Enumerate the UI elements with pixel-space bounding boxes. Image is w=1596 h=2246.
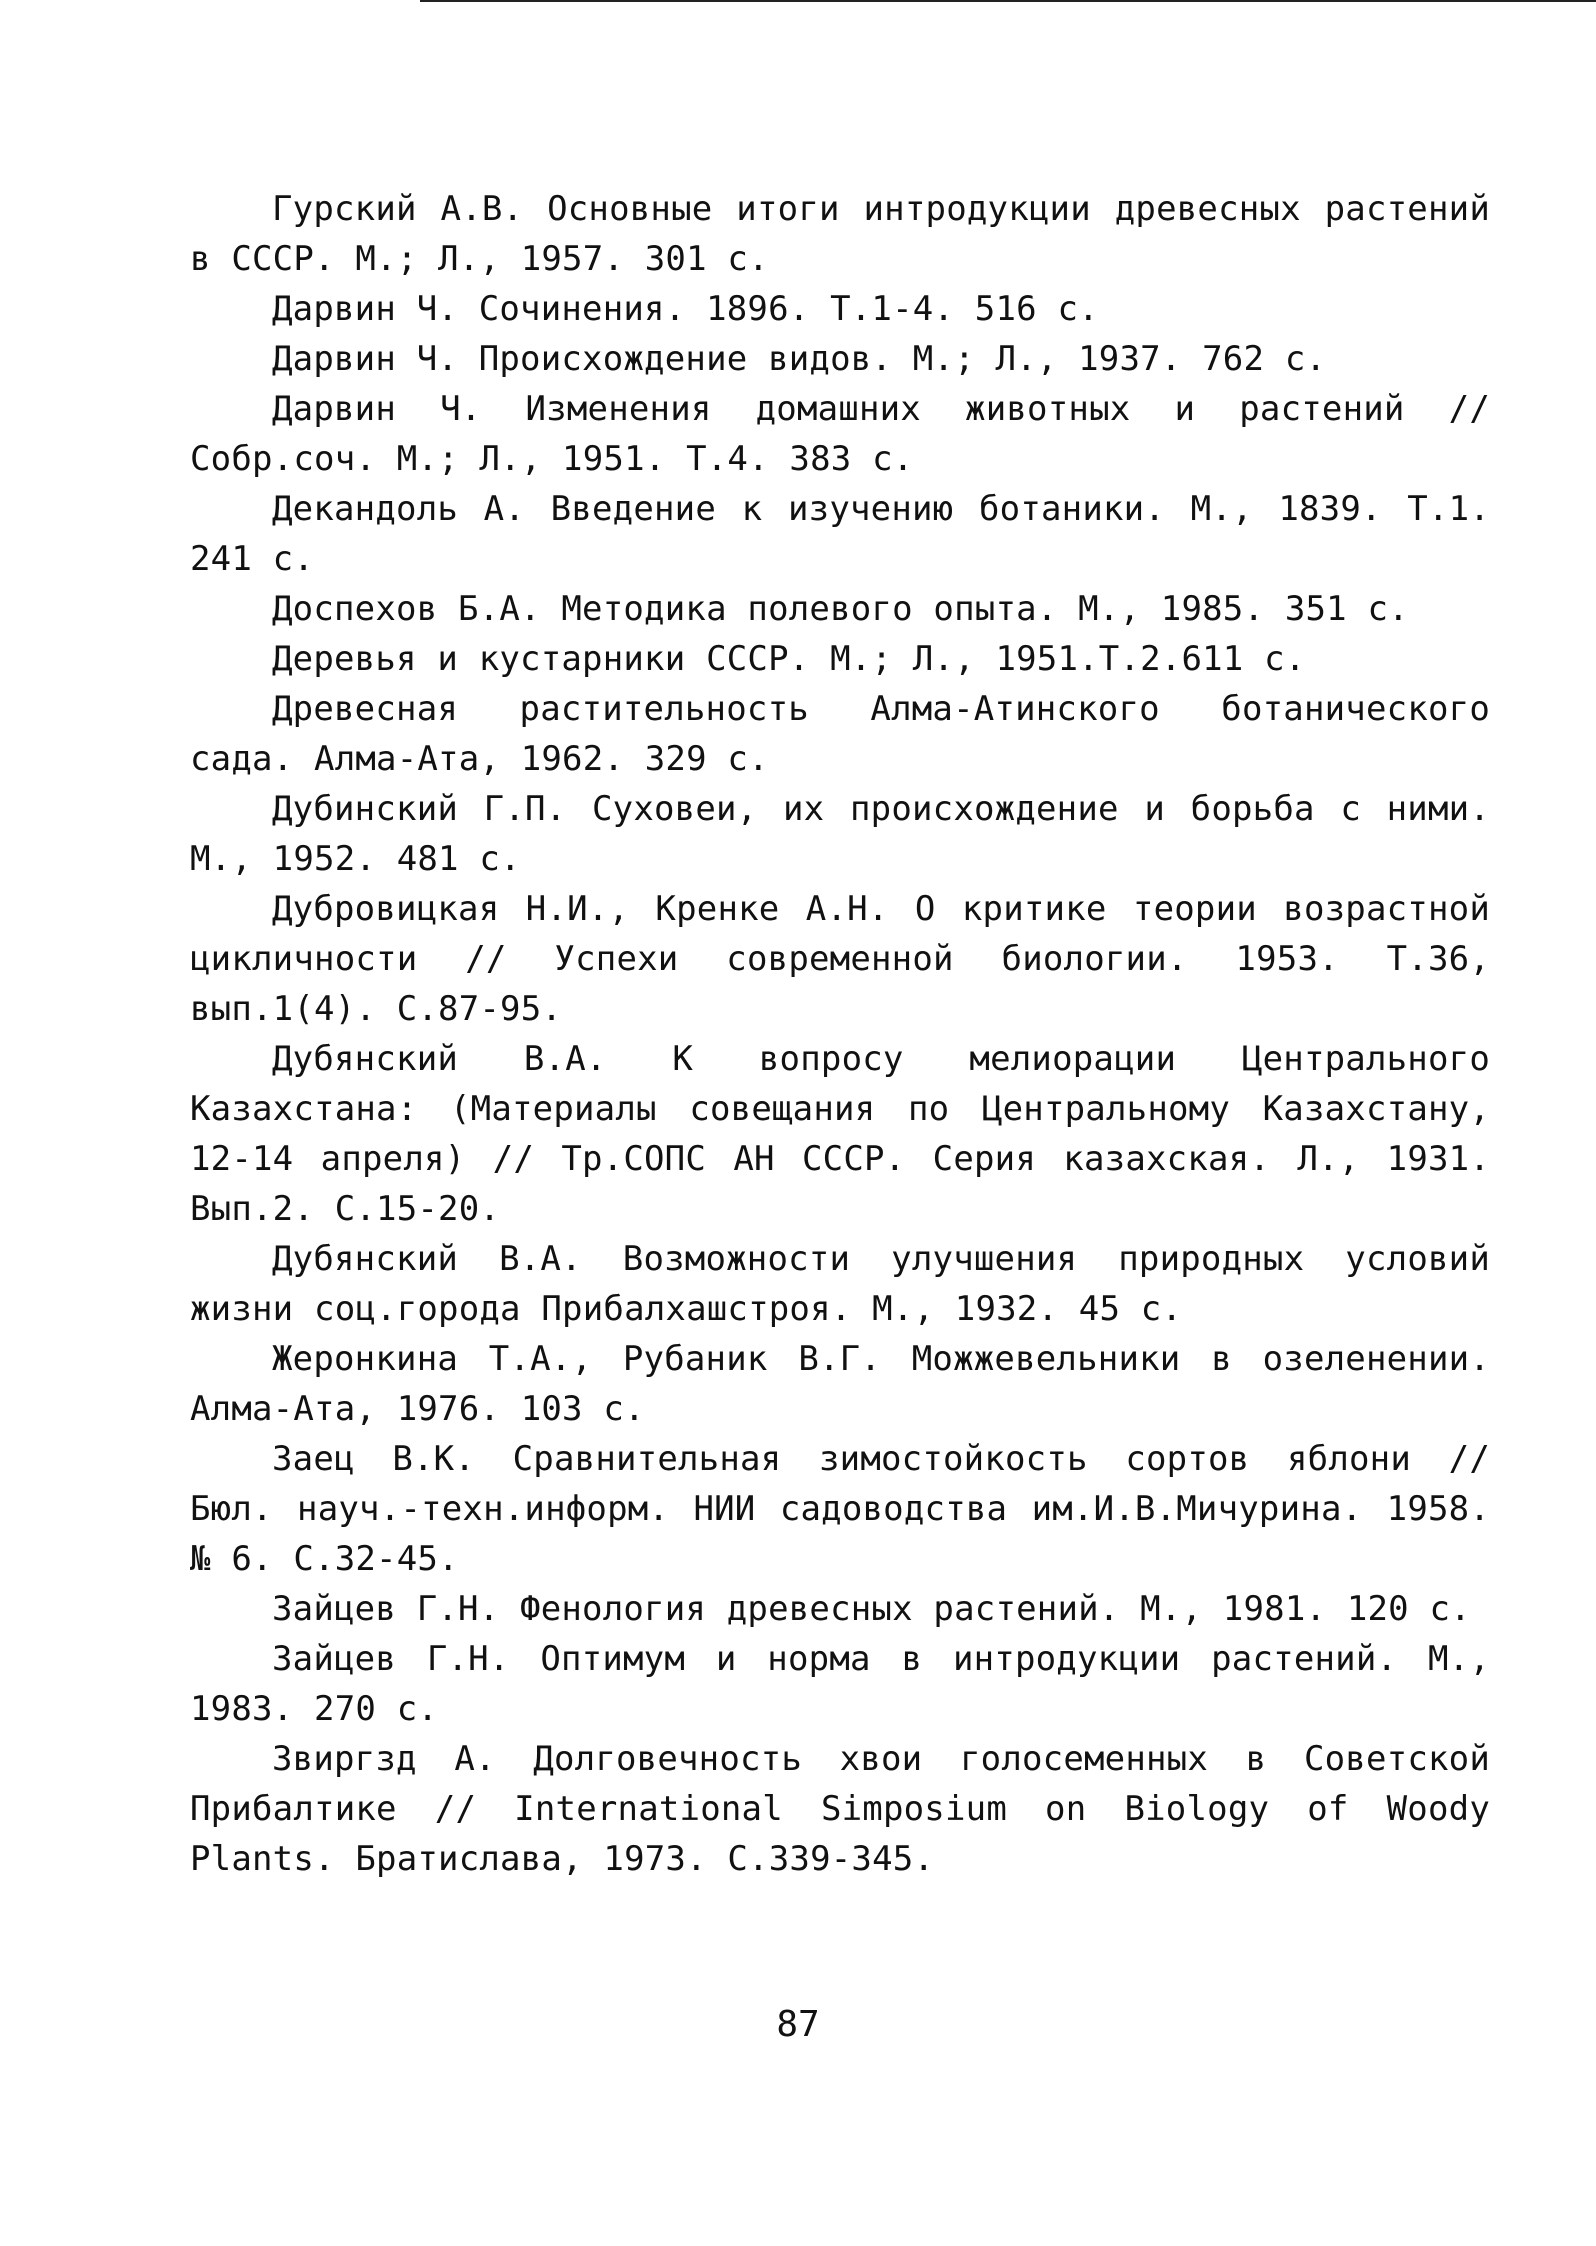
- reference-entry: Жеронкина Т.А., Рубаник В.Г. Можжевельники в озеленении. Алма-Ата, 1976. 103 с.: [190, 1339, 1490, 1429]
- reference-entry: Зайцев Г.Н. Фенология древесных растений. М., 1981. 120 с.: [272, 1589, 1471, 1629]
- reference-entry: Деревья и кустарники СССР. М.; Л., 1951.Т.2.611 с.: [272, 639, 1306, 679]
- top-edge-rule: [420, 0, 1596, 2]
- reference-entry: Дарвин Ч. Изменения домашних животных и растений // Собр.соч. М.; Л., 1951. Т.4. 383 с.: [190, 389, 1490, 479]
- page-number: 87: [776, 2004, 820, 2045]
- reference-entry: Звиргзд А. Долговечность хвои голосеменных в Советской Прибалтике // International Simposium on Biology of Woody Plants. Братислава, 1973. С.339-345.: [190, 1739, 1490, 1879]
- reference-entry: Зайцев Г.Н. Оптимум и норма в интродукции растений. М., 1983. 270 с.: [190, 1639, 1490, 1729]
- reference-entry: Декандоль А. Введение к изучению ботаники. М., 1839. Т.1. 241 с.: [190, 489, 1490, 579]
- reference-entry: Дубянский В.А. К вопросу мелиорации Центрального Казахстана: (Материалы совещания по Центральному Казахстану, 12-14 апреля) // Тр.СОПС АН СССР. Серия казахская. Л., 1931. Вып.2. С.15-20.: [190, 1039, 1490, 1229]
- reference-entry: Дарвин Ч. Сочинения. 1896. Т.1-4. 516 с.: [272, 289, 1099, 329]
- reference-entry: Доспехов Б.А. Методика полевого опыта. М., 1985. 351 с.: [272, 589, 1409, 629]
- reference-entry: Дубянский В.А. Возможности улучшения природных условий жизни соц.города Прибалхашстроя. М., 1932. 45 с.: [190, 1239, 1490, 1329]
- reference-entry: Заец В.К. Сравнительная зимостойкость сортов яблони // Бюл. науч.-техн.информ. НИИ садоводства им.И.В.Мичурина. 1958. № 6. С.32-45.: [190, 1439, 1490, 1579]
- reference-entry: Дубровицкая Н.И., Кренке А.Н. О критике теории возрастной цикличности // Успехи современной биологии. 1953. Т.36, вып.1(4). С.87-95.: [190, 889, 1490, 1029]
- bibliography-list: [190, 184, 1490, 1884]
- reference-entry: Дарвин Ч. Происхождение видов. М.; Л., 1937. 762 с.: [272, 339, 1327, 379]
- reference-entry: Гурский А.В. Основные итоги интродукции древесных растений в СССР. М.; Л., 1957. 301 с.: [190, 189, 1490, 279]
- reference-entry: Дубинский Г.П. Суховеи, их происхождение и борьба с ними. М., 1952. 481 с.: [190, 789, 1490, 879]
- reference-entry: Древесная растительность Алма-Атинского ботанического сада. Алма-Ата, 1962. 329 с.: [190, 689, 1490, 779]
